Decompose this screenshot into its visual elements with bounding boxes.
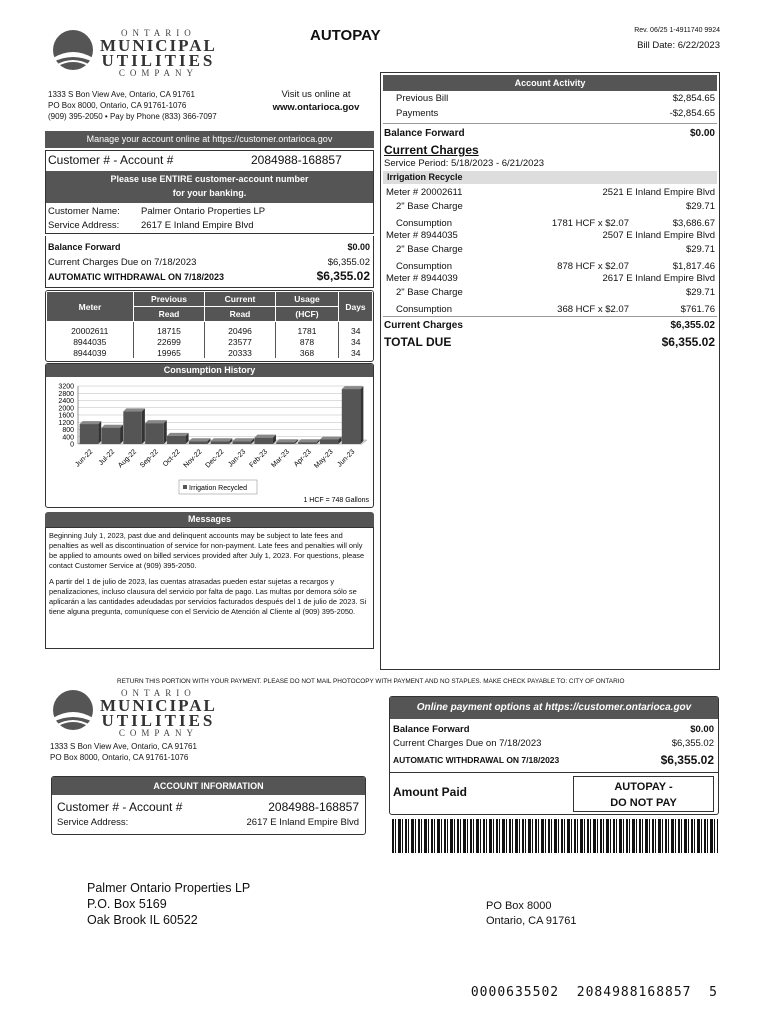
consumption-history-box xyxy=(45,363,374,508)
table-cell: 34 xyxy=(351,325,361,336)
chart-note: 1 HCF = 748 Gallons xyxy=(303,497,369,504)
table-cell: 19965 xyxy=(134,347,205,358)
chart-bar xyxy=(320,439,339,444)
x-tick-label: Nov-22 xyxy=(182,448,204,470)
activity-balance-forward-value: $0.00 xyxy=(689,128,715,139)
stub-company-address: 1333 S Bon View Ave, Ontario, CA 91761 PO Box 8000, Ontario, CA 91761-1076 xyxy=(50,742,197,762)
website-info: Visit us online at www.ontarioca.gov xyxy=(270,88,362,114)
consumption-value: $1,817.46 xyxy=(672,261,715,272)
amount-paid-field[interactable] xyxy=(573,776,714,812)
messages-title: Messages xyxy=(45,512,374,527)
auto-withdrawal-label: AUTOMATIC WITHDRAWAL ON 7/18/2023 xyxy=(48,272,225,282)
table-cell: 22699 xyxy=(134,336,205,347)
customer-name-label: Customer Name: xyxy=(48,206,120,217)
table-row xyxy=(47,322,373,337)
meter-location: 2521 E Inland Empire Blvd xyxy=(602,187,715,198)
x-tick-label: Aug-22 xyxy=(117,448,139,470)
legend-swatch xyxy=(183,485,187,489)
scan-line: 0000635502 2084988168857 5 xyxy=(470,985,718,1000)
messages-box xyxy=(45,527,374,649)
meter-table xyxy=(46,291,373,358)
bar-top xyxy=(145,420,167,423)
x-tick-label: Oct-22 xyxy=(161,448,182,469)
stub-balance-forward-value: $0.00 xyxy=(690,724,714,735)
bar-side xyxy=(120,425,123,444)
bar-side xyxy=(98,421,101,444)
previous-subheader: Read xyxy=(134,307,205,322)
current-subheader: Read xyxy=(205,307,276,322)
y-tick-label: 3200 xyxy=(58,383,74,391)
y-tick-label: 2800 xyxy=(58,390,74,398)
meter-location: 2617 E Inland Empire Blvd xyxy=(602,273,715,284)
auto-withdrawal-value: $6,355.02 xyxy=(316,269,370,283)
y-tick-label: 1200 xyxy=(58,419,74,427)
consumption-value: $761.76 xyxy=(680,304,715,315)
bar-top xyxy=(101,425,123,428)
consumption-calc: 368 HCF x $2.07 xyxy=(557,304,629,315)
meter-number: Meter # 8944039 xyxy=(386,273,458,284)
account-notice: Please use ENTIRE customer-account number for your banking. xyxy=(46,171,373,203)
y-tick-label: 2000 xyxy=(58,405,74,413)
bar-top xyxy=(80,421,102,424)
table-cell: 34 xyxy=(351,336,361,347)
table-cell: 23577 xyxy=(205,336,276,347)
table-cell: 34 xyxy=(351,347,361,358)
utility-logo-icon xyxy=(50,28,96,74)
document-title: AUTOPAY xyxy=(310,27,381,44)
return-instructions: RETURN THIS PORTION WITH YOUR PAYMENT. PLEASE DO NOT MAIL PHOTOCOPY WITH PAYMENT AND NO STAPLES. MAKE CHECK PAYABLE TO: CITY OF ONTARIO xyxy=(117,678,625,685)
previous-bill-label: Previous Bill xyxy=(396,93,449,104)
bar-side xyxy=(360,386,363,444)
table-cell: 20496 xyxy=(205,322,276,337)
consumption-label: Consumption xyxy=(396,218,452,229)
service-period: Service Period: 5/18/2023 - 6/21/2023 xyxy=(384,158,545,169)
account-activity-panel xyxy=(380,72,720,670)
company-address: 1333 S Bon View Ave, Ontario, CA 91761 PO Box 8000, Ontario, CA 91761-1076 (909) 395-2050 • Pay by Phone (833) 366-7097 xyxy=(48,90,217,121)
consumption-chart xyxy=(46,377,372,505)
chart-bar xyxy=(298,442,317,444)
consumption-value: $3,686.67 xyxy=(672,218,715,229)
stub-service-label: Service Address: xyxy=(57,817,129,828)
table-cell: 20002611 xyxy=(47,322,134,337)
utility-logo-icon xyxy=(50,688,96,734)
stub-auto-withdrawal-value: $6,355.02 xyxy=(660,753,714,767)
x-tick-label: Mar-23 xyxy=(270,448,291,470)
stub-account-number: 2084988-168857 xyxy=(268,800,359,814)
stub-current-charges-label: Current Charges Due on 7/18/2023 xyxy=(393,738,542,749)
table-cell: 1781 xyxy=(276,322,339,337)
meter-number: Meter # 20002611 xyxy=(386,187,463,198)
revision-code: Rev. 06/25 1-4911740 9924 xyxy=(634,27,720,34)
base-charge-label: 2" Base Charge xyxy=(396,244,463,255)
meter-header: Meter xyxy=(47,292,134,322)
x-tick-label: Dec-22 xyxy=(204,448,226,470)
stub-service-address: 2617 E Inland Empire Blvd xyxy=(246,817,359,828)
chart-bar xyxy=(167,436,186,444)
y-tick-label: 0 xyxy=(70,441,74,449)
payment-summary xyxy=(45,236,374,288)
meter-location: 2507 E Inland Empire Blvd xyxy=(602,230,715,241)
remit-address: PO Box 8000 Ontario, CA 91761 xyxy=(486,900,577,927)
x-tick-label: May-23 xyxy=(313,448,335,470)
table-cell: 368 xyxy=(276,347,339,358)
x-tick-label: Jul-22 xyxy=(97,448,117,467)
consumption-calc: 878 HCF x $2.07 xyxy=(557,261,629,272)
message-spanish: A partir del 1 de julio de 2023, las cuentas atrasadas pueden estar sujetas a recargos y penalizaciones, incluso clausura del servicio por falta de pago. Las multas por demora sólo se aplicarán a las cantidades adeudadas por servicios facturados después del 1 de julio de 2023. Si tiene alguna pregunta, comuníquese con el Servicio de Atención al Cliente al (909) 395-2050. xyxy=(49,577,367,616)
stub-company-logo xyxy=(50,688,225,738)
stub-auto-withdrawal-label: AUTOMATIC WITHDRAWAL ON 7/18/2023 xyxy=(393,755,560,765)
payments-value: -$2,854.65 xyxy=(669,108,715,119)
chart-bar xyxy=(189,441,208,444)
chart-bar xyxy=(254,438,273,444)
table-cell: 8944039 xyxy=(47,347,134,358)
meter-table-box xyxy=(45,290,374,362)
account-information-box xyxy=(51,776,366,835)
y-tick-label: 2400 xyxy=(58,398,74,405)
table-row xyxy=(47,347,373,358)
usage-header: Usage xyxy=(276,292,339,307)
base-charge-value: $29.71 xyxy=(685,244,715,255)
message-english: Beginning July 1, 2023, past due and delinquent accounts may be subject to late fees and penalties as well as discontinuation of service for non-payment. Late fees and penalties will only be applied to amounts owed on billed services provided after July 1, 2023. For questions, please contact Customer Service at (909) 395-2050. xyxy=(49,531,365,570)
y-tick-label: 400 xyxy=(62,434,74,442)
chart-bar xyxy=(123,411,142,444)
charge-meter-3 xyxy=(381,272,719,317)
table-cell: 18715 xyxy=(134,322,205,337)
service-address: 2617 E Inland Empire Blvd xyxy=(141,220,254,231)
base-charge-value: $29.71 xyxy=(685,287,715,298)
logo-wordmark: ONTARIO MUNICIPAL UTILITIES COMPANY xyxy=(100,688,217,738)
manage-account-bar: Manage your account online at https://customer.ontarioca.gov xyxy=(45,131,374,148)
x-tick-label: Jan-23 xyxy=(227,448,248,469)
previous-bill-value: $2,854.65 xyxy=(672,93,715,104)
x-tick-label: Sep-22 xyxy=(138,448,160,470)
current-charges-value: $6,355.02 xyxy=(327,257,370,268)
total-due-label: TOTAL DUE xyxy=(384,335,452,349)
bar-top xyxy=(189,438,211,441)
charge-meter-1 xyxy=(381,186,719,231)
current-charges-label: Current Charges Due on 7/18/2023 xyxy=(48,257,197,268)
activity-balance-forward-label: Balance Forward xyxy=(384,128,465,139)
bar-top xyxy=(167,433,189,436)
chart-bar xyxy=(276,442,295,444)
consumption-calc: 1781 HCF x $2.07 xyxy=(551,218,629,229)
x-tick-label: Jun-23 xyxy=(336,448,357,469)
autopay-notice-2: DO NOT PAY xyxy=(610,797,677,809)
bar-top xyxy=(254,435,276,438)
bar-top xyxy=(233,438,255,441)
chart-title: Consumption History xyxy=(46,364,373,377)
meter-number: Meter # 8944035 xyxy=(386,230,458,241)
x-tick-label: Jun-22 xyxy=(74,448,95,469)
activity-title: Account Activity xyxy=(383,75,717,91)
table-row xyxy=(47,336,373,347)
base-charge-label: 2" Base Charge xyxy=(396,201,463,212)
y-tick-label: 800 xyxy=(62,427,74,434)
total-due-value: $6,355.02 xyxy=(661,335,715,349)
account-number: 2084988-168857 xyxy=(251,153,342,167)
online-payment-box xyxy=(389,696,719,815)
chart-bar xyxy=(145,423,164,444)
service-address-label: Service Address: xyxy=(48,220,120,231)
stub-current-charges-value: $6,355.02 xyxy=(671,738,714,749)
y-tick-label: 1600 xyxy=(58,412,74,420)
company-logo xyxy=(50,28,225,78)
base-charge-value: $29.71 xyxy=(685,201,715,212)
days-header: Days xyxy=(339,292,373,322)
balance-forward-value: $0.00 xyxy=(347,242,370,252)
chart-bar xyxy=(101,428,120,444)
bar-top xyxy=(123,408,145,411)
previous-header: Previous xyxy=(134,292,205,307)
bill-date: Bill Date: 6/22/2023 xyxy=(637,40,720,51)
balance-forward-label: Balance Forward xyxy=(48,242,121,252)
bar-top xyxy=(298,439,320,442)
bar-top xyxy=(211,438,233,441)
stub-account-label: Customer # - Account # xyxy=(57,800,183,814)
autopay-notice-1: AUTOPAY - xyxy=(614,781,673,793)
current-charges-heading: Current Charges xyxy=(384,143,479,157)
x-tick-label: Apr-23 xyxy=(292,448,313,469)
table-cell: 878 xyxy=(276,336,339,347)
payments-label: Payments xyxy=(396,108,439,119)
chart-bar xyxy=(342,389,361,444)
bar-top xyxy=(320,436,342,439)
account-information-title: ACCOUNT INFORMATION xyxy=(52,777,365,795)
mailing-address: Palmer Ontario Properties LP P.O. Box 5169 Oak Brook IL 60522 xyxy=(87,881,251,927)
account-label: Customer # - Account # xyxy=(48,153,174,167)
table-cell: 8944035 xyxy=(47,336,134,347)
consumption-label: Consumption xyxy=(396,304,452,315)
customer-name: Palmer Ontario Properties LP xyxy=(141,206,266,217)
irrigation-section: Irrigation Recycle xyxy=(383,171,717,184)
usage-subheader: (HCF) xyxy=(276,307,339,322)
chart-bar xyxy=(233,441,252,444)
current-charges-total-label: Current Charges xyxy=(384,320,463,331)
charge-meter-2 xyxy=(381,229,719,274)
current-charges-total-value: $6,355.02 xyxy=(670,320,715,331)
x-tick-label: Feb-23 xyxy=(248,448,270,470)
stub-balance-forward-label: Balance Forward xyxy=(393,724,470,735)
current-header: Current xyxy=(205,292,276,307)
bar-side xyxy=(142,408,145,444)
consumption-label: Consumption xyxy=(396,261,452,272)
chart-bar xyxy=(80,424,99,444)
postal-barcode xyxy=(392,819,718,853)
bar-side xyxy=(164,420,167,444)
bar-top xyxy=(276,439,298,442)
account-box xyxy=(45,150,374,234)
table-cell: 20333 xyxy=(205,347,276,358)
base-charge-label: 2" Base Charge xyxy=(396,287,463,298)
chart-bar xyxy=(211,441,230,444)
online-payment-title: Online payment options at https://customer.ontarioca.gov xyxy=(390,697,718,719)
bar-top xyxy=(342,386,364,389)
legend-label: Irrigation Recycled xyxy=(189,485,247,492)
amount-paid-label: Amount Paid xyxy=(393,785,467,799)
logo-wordmark: ONTARIO MUNICIPAL UTILITIES COMPANY xyxy=(100,28,217,78)
website-link[interactable]: www.ontarioca.gov xyxy=(272,102,360,113)
